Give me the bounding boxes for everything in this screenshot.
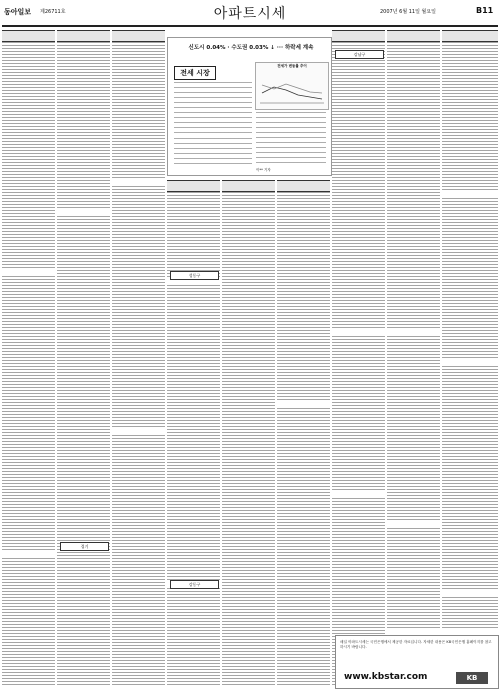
- advert-url[interactable]: www.kbstar.com: [344, 672, 428, 682]
- listing-column-1: [2, 30, 55, 685]
- article-body-left-2: [174, 138, 252, 168]
- region-label: 성동구: [170, 271, 219, 280]
- listing-column-4: [167, 180, 220, 685]
- article-body-left: [174, 82, 252, 137]
- listing-column-9: [442, 30, 498, 630]
- kb-logo: KB: [456, 672, 488, 684]
- listing-column-5: [222, 180, 275, 685]
- region-label: 경기: [60, 542, 109, 551]
- section-title: 아파트시세: [213, 6, 287, 22]
- article-body-right: [256, 112, 326, 167]
- listing-column-2: [57, 30, 110, 685]
- article-chart: [255, 62, 329, 110]
- article-headline: 신도시 0.04% · 수도권 0.03% ↓ ··· 하락세 계속: [188, 45, 314, 51]
- advert-text: 매일 아파트시세는 국민은행에서 제공한 자료입니다. 자세한 내용은 KB국민은행 홈페이지를 참고하시기 바랍니다.: [340, 640, 492, 649]
- kb-advert: [335, 635, 499, 689]
- page-number: B11: [476, 6, 494, 15]
- issue-date: 2007년 6월 11일 월요일: [380, 9, 437, 15]
- listing-column-6: [277, 180, 330, 685]
- masthead-rule: [2, 25, 498, 27]
- listing-column-8: [387, 30, 440, 630]
- paper-name: 동아일보: [4, 8, 32, 16]
- listing-column-3: [112, 30, 165, 685]
- masthead: [0, 0, 500, 30]
- article-tag: 전세 시장: [174, 66, 216, 80]
- issue-number: 제26711호: [40, 9, 66, 15]
- article-byline: 이** 기자: [256, 168, 271, 172]
- chart-graphic: [256, 63, 328, 109]
- region-label: 강동구: [170, 580, 219, 589]
- listing-column-7: [332, 30, 385, 685]
- article-box: [167, 37, 332, 176]
- chart-title: 전세가 변동률 추이: [277, 64, 307, 68]
- region-label: 강남구: [335, 50, 384, 59]
